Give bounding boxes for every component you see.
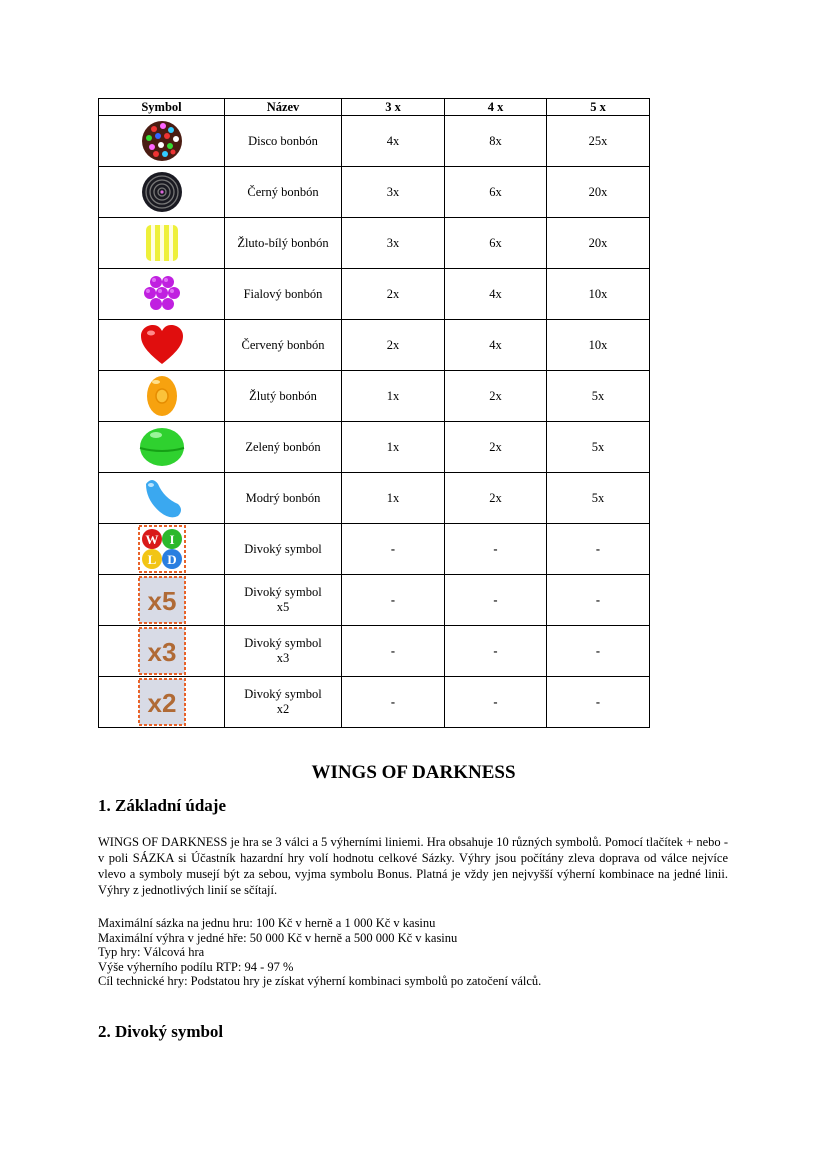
table-row: Červený bonbón 2x 4x 10x [99, 320, 650, 371]
svg-text:W: W [145, 532, 158, 547]
symbol-name: Divoký symbol x3 [225, 626, 342, 677]
info-max-bet: Maximální sázka na jednu hru: 100 Kč v herně a 1 000 Kč v kasinu [98, 916, 436, 930]
yellow-white-candy-icon [138, 219, 186, 267]
blue-candy-icon [138, 474, 186, 522]
header-name: Název [225, 99, 342, 116]
header-3x: 3 x [342, 99, 445, 116]
wild-icon [138, 525, 186, 573]
wild-x2-icon [138, 678, 186, 726]
svg-text:I: I [168, 532, 175, 547]
wild-x3-icon [138, 627, 186, 675]
section1-paragraph: WINGS OF DARKNESS je hra se 3 válci a 5 výherními liniemi. Hra obsahuje 10 různých symbolů. Pomocí tlačítek + nebo - v poli SÁZKA si Účastník hazardní hry volí hodnotu celkové Sázky. Výhry jsou počítány zleva doprava od válce nejvíce vlevo a symboly musejí být za sebou, vyjma symbolu Bonus. Platná je vždy jen nejvyšší výherní kombinace na jedné linii. Výhry z jednotlivých linií se sčítají. [98, 835, 728, 897]
symbol-name: Fialový bonbón [225, 269, 342, 320]
symbol-name: Modrý bonbón [225, 473, 342, 524]
svg-text:L: L [147, 552, 156, 567]
svg-text:x2: x2 [147, 688, 176, 718]
symbol-name: Červený bonbón [225, 320, 342, 371]
header-4x: 4 x [445, 99, 547, 116]
symbol-name: Zelený bonbón [225, 422, 342, 473]
table-row: Fialový bonbón 2x 4x 10x [99, 269, 650, 320]
symbol-name: Divoký symbol x2 [225, 677, 342, 728]
table-row: Žlutý bonbón 1x 2x 5x [99, 371, 650, 422]
table-row: Zelený bonbón 1x 2x 5x [99, 422, 650, 473]
svg-text:x3: x3 [147, 637, 176, 667]
purple-candy-icon [138, 270, 186, 318]
document-title: WINGS OF DARKNESS [311, 762, 516, 783]
table-row: x5 Divoký symbol x5 - - - [99, 575, 650, 626]
info-max-win: Maximální výhra v jedné hře: 50 000 Kč v herně a 500 000 Kč v kasinu [98, 930, 458, 945]
table-row: x3 Divoký symbol x3 - - - [99, 626, 650, 677]
yellow-candy-icon [138, 372, 186, 420]
game-info-list [98, 916, 541, 989]
table-row: W I L D Divoký symbol - - - [99, 524, 650, 575]
table-row: x2 Divoký symbol x2 - - - [99, 677, 650, 728]
header-5x: 5 x [547, 99, 650, 116]
paytable [98, 98, 650, 728]
red-heart-candy-icon [138, 321, 186, 369]
info-goal: Cíl technické hry: Podstatou hry je získat výherní kombinaci symbolů po zatočení válců. [98, 974, 542, 988]
table-row: Disco bonbón 4x 8x 25x [99, 116, 650, 167]
symbol-name: Černý bonbón [225, 167, 342, 218]
disco-candy-icon [138, 117, 186, 165]
table-header-row [99, 99, 650, 116]
green-candy-icon [138, 423, 186, 471]
wild-x5-icon [138, 576, 186, 624]
table-row: Černý bonbón 3x 6x 20x [99, 167, 650, 218]
symbol-name: Žluto-bílý bonbón [225, 218, 342, 269]
info-rtp: Výše výherního podílu RTP: 94 - 97 % [98, 959, 294, 974]
symbol-name: Divoký symbol x5 [225, 575, 342, 626]
info-game-type: Typ hry: Válcová hra [98, 945, 205, 959]
table-row: Modrý bonbón 1x 2x 5x [99, 473, 650, 524]
symbol-name: Divoký symbol [225, 524, 342, 575]
black-candy-icon [138, 168, 186, 216]
section1-heading: 1. Základní údaje [98, 796, 227, 815]
symbol-name: Disco bonbón [225, 116, 342, 167]
svg-text:D: D [166, 552, 177, 567]
section2-heading: 2. Divoký symbol [98, 1022, 224, 1041]
symbol-name: Žlutý bonbón [225, 371, 342, 422]
table-row: Žluto-bílý bonbón 3x 6x 20x [99, 218, 650, 269]
svg-text:x5: x5 [147, 586, 176, 616]
header-symbol: Symbol [99, 99, 225, 116]
